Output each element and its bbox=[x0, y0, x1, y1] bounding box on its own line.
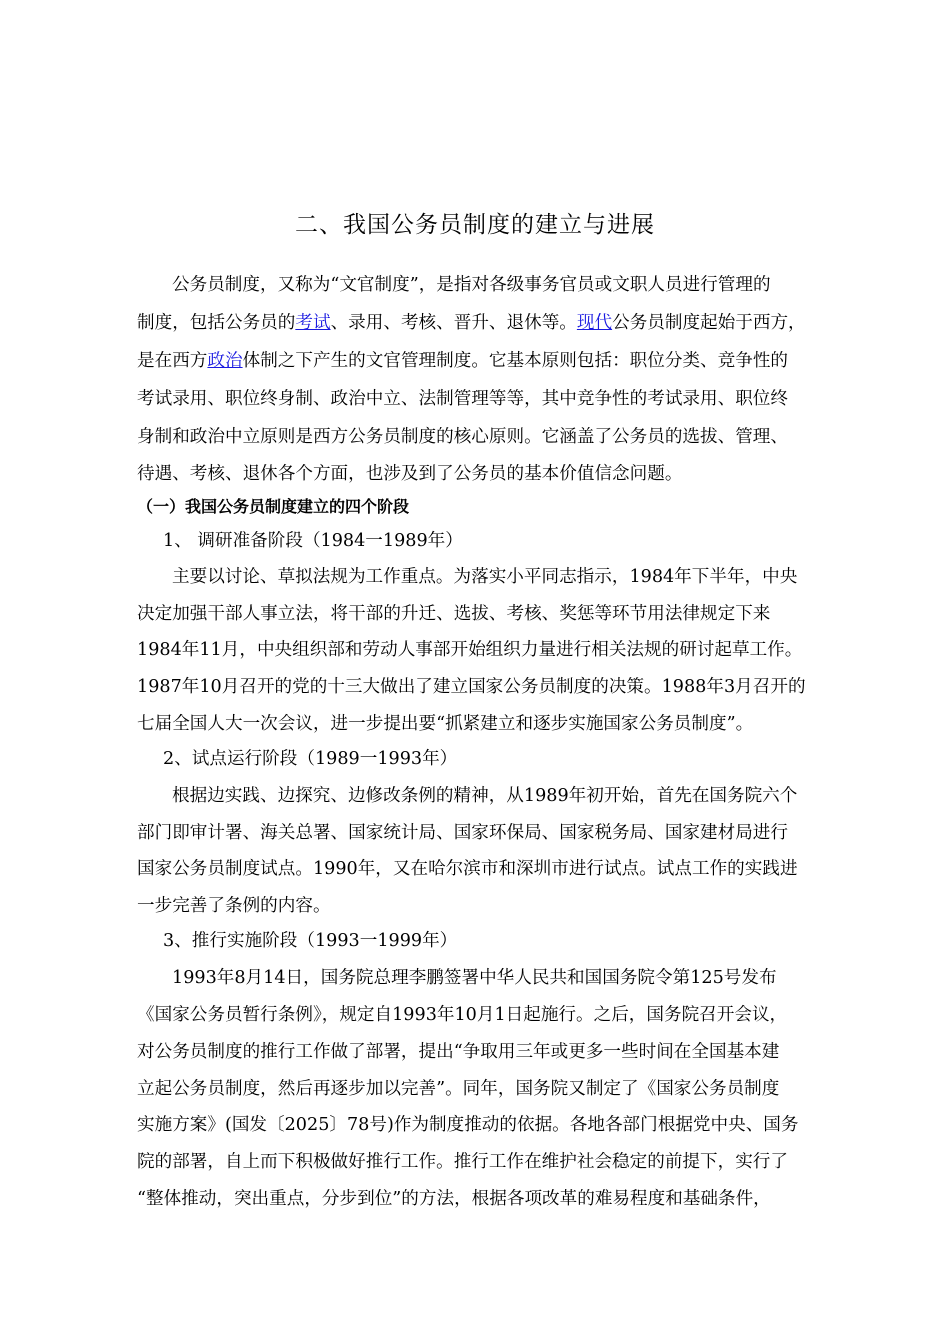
paragraph-line: 一步完善了条例的内容。 bbox=[137, 896, 331, 916]
stage-heading: 1、 调研准备阶段（1984一1989年） bbox=[163, 531, 463, 551]
paragraph-line: 七届全国人大一次会议，进一步提出要“抓紧建立和逐步实施国家公务员制度”。 bbox=[137, 714, 754, 734]
paragraph-line: 《国家公务员暂行条例》，规定自1993年10月1日起施行。之后，国务院召开会议， bbox=[137, 1005, 788, 1025]
paragraph-line: 实施方案》(国发〔2025〕78号)作为制度推动的依据。各地各部门根据党中央、国务 bbox=[137, 1115, 799, 1135]
paragraph-line: 身制和政治中立原则是西方公务员制度的核心原则。它涵盖了公务员的选拔、管理、 bbox=[137, 427, 788, 447]
text-span: 制度，包括公务员的 bbox=[137, 313, 296, 333]
stage-heading: 3、推行实施阶段（1993一1999年） bbox=[163, 931, 458, 951]
text-span: 、录用、考核、晋升、退休等。 bbox=[330, 313, 577, 333]
section-heading: （一）我国公务员制度建立的四个阶段 bbox=[137, 497, 410, 516]
link-modern[interactable]: 现代 bbox=[576, 313, 613, 333]
paragraph-line: 院的部署，自上而下积极做好推行工作。推行工作在维护社会稳定的前提下，实行了 bbox=[137, 1152, 788, 1172]
paragraph-line: 考试录用、职位终身制、政治中立、法制管理等等，其中竞争性的考试录用、职位终 bbox=[137, 389, 788, 409]
paragraph-line bbox=[137, 311, 806, 335]
text-span: 体制之下产生的文官管理制度。它基本原则包括：职位分类、竞争性的 bbox=[242, 351, 789, 371]
paragraph-line: 1984年11月，中央组织部和劳动人事部开始组织力量进行相关法规的研讨起草工作。 bbox=[137, 640, 803, 660]
page-title: 二、我国公务员制度的建立与进展 bbox=[295, 212, 655, 238]
paragraph-line: 1993年8月14日，国务院总理李鹏签署中华人民共和国国务院令第125号发布 bbox=[172, 968, 777, 988]
link-exam[interactable]: 考试 bbox=[295, 313, 331, 333]
paragraph-line: 国家公务员制度试点。1990年，又在哈尔滨市和深圳市进行试点。试点工作的实践进 bbox=[137, 859, 798, 879]
paragraph-line: 待遇、考核、退休各个方面，也涉及到了公务员的基本价值信念问题。 bbox=[137, 464, 683, 484]
paragraph-line: “整体推动，突出重点，分步到位”的方法，根据各项改革的难易程度和基础条件， bbox=[137, 1189, 771, 1209]
paragraph-line: 1987年10月召开的党的十三大做出了建立国家公务员制度的决策。1988年3月召开的 bbox=[137, 677, 806, 697]
paragraph-line: 主要以讨论、草拟法规为工作重点。为落实小平同志指示，1984年下半年，中央 bbox=[172, 567, 798, 587]
paragraph-line: 立起公务员制度，然后再逐步加以完善”。同年，国务院又制定了《国家公务员制度 bbox=[137, 1079, 780, 1099]
paragraph-line: 部门即审计署、海关总署、国家统计局、国家环保局、国家税务局、国家建材局进行 bbox=[137, 823, 788, 843]
paragraph-line: 公务员制度，又称为“文官制度”，是指对各级事务官员或文职人员进行管理的 bbox=[172, 275, 771, 295]
paragraph-line: 根据边实践、边探究、边修改条例的精神，从1989年初开始，首先在国务院六个 bbox=[172, 786, 798, 806]
link-politics[interactable]: 政治 bbox=[207, 351, 243, 371]
paragraph-line: 对公务员制度的推行工作做了部署，提出“争取用三年或更多一些时间在全国基本建 bbox=[137, 1042, 780, 1062]
stage-heading: 2、试点运行阶段（1989一1993年） bbox=[163, 749, 458, 769]
paragraph-line bbox=[137, 349, 788, 373]
paragraph-line: 决定加强干部人事立法，将干部的升迁、选拔、考核、奖惩等环节用法律规定下来 bbox=[137, 604, 771, 624]
text-span: 公务员制度起始于西方， bbox=[612, 313, 806, 333]
text-span: 是在西方 bbox=[137, 351, 208, 371]
